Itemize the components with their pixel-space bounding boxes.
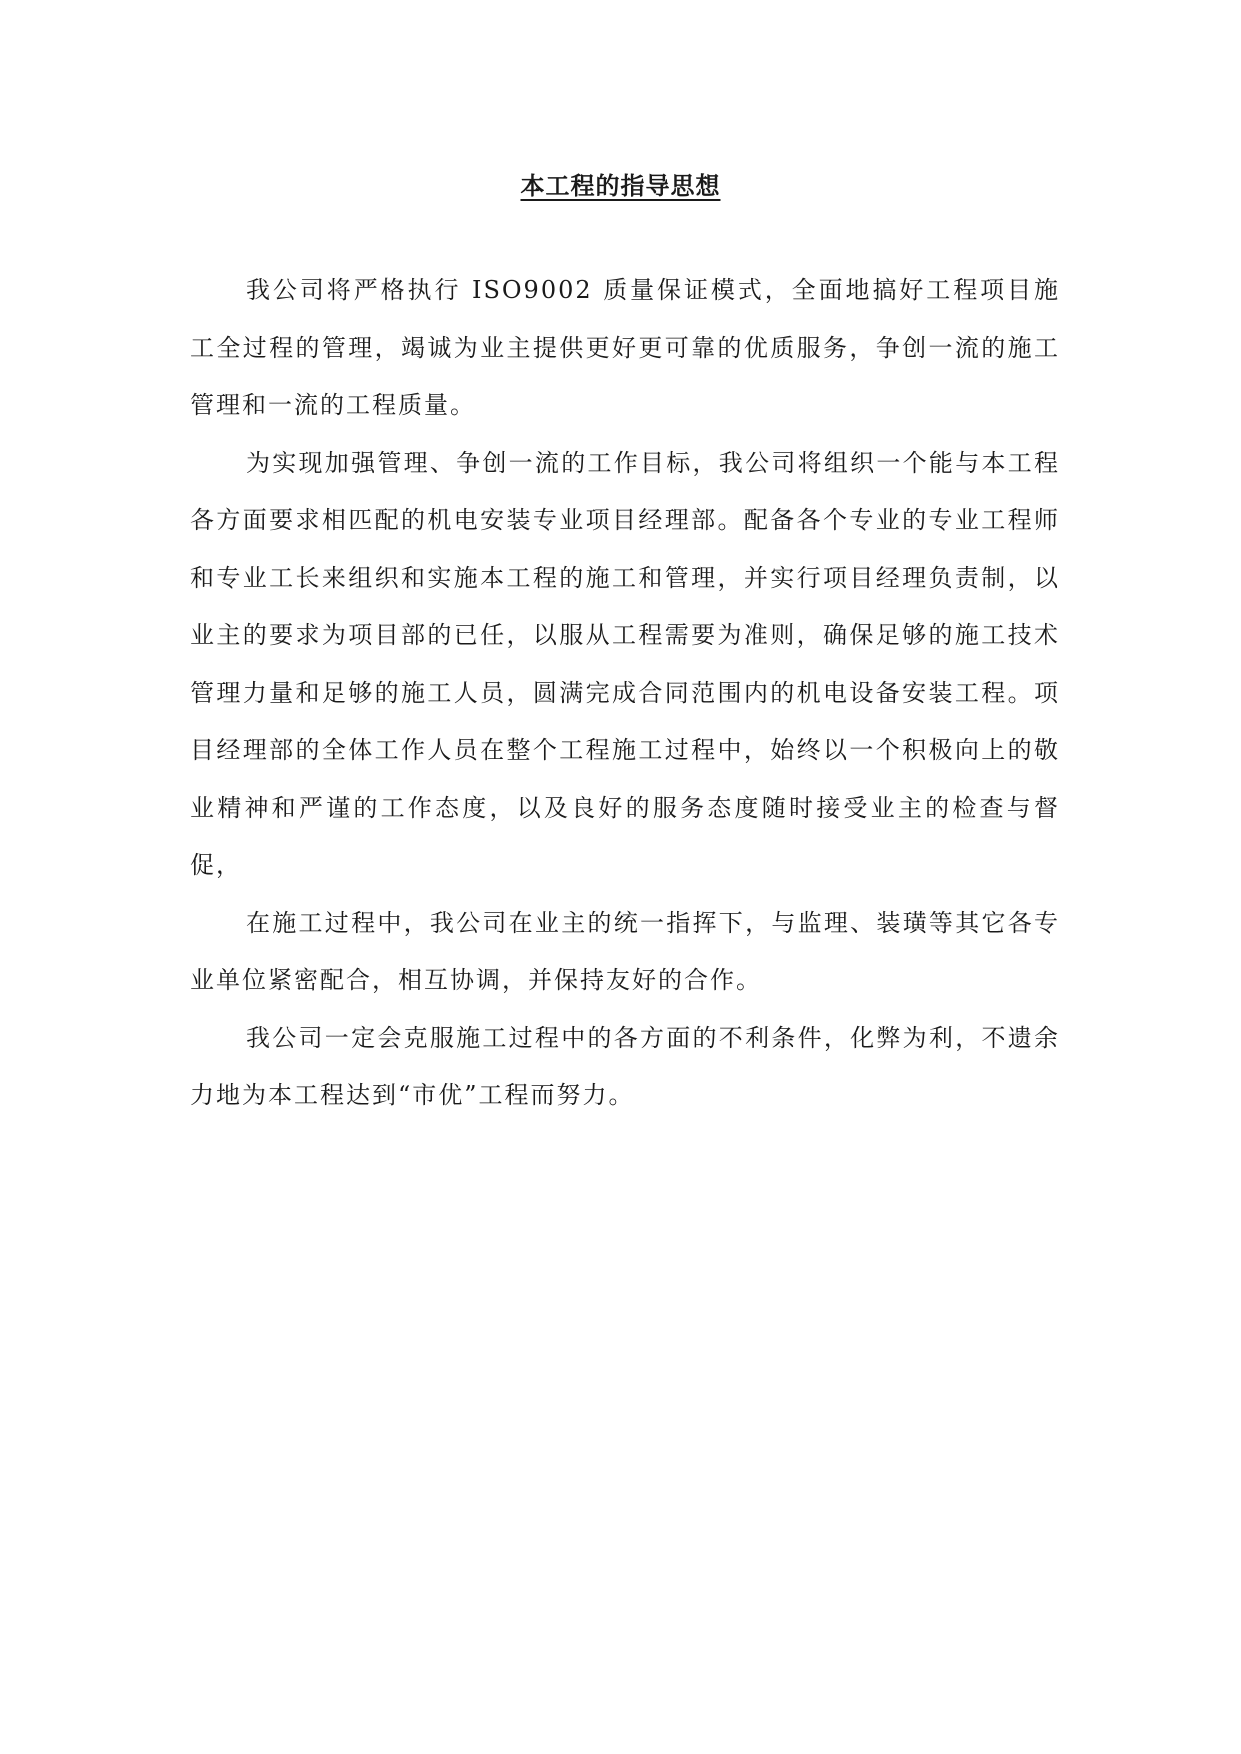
paragraph-quality-mode: 我公司将严格执行 ISO9002 质量保证模式，全面地搞好工程项目施工全过程的管理，竭诚为业主提供更好更可靠的优质服务，争创一流的施工管理和一流的工程质量。 xyxy=(190,276,1060,419)
paragraph-coordination: 在施工过程中，我公司在业主的统一指挥下，与监理、装璜等其它各专业单位紧密配合，相互协调，并保持友好的合作。 xyxy=(190,908,1060,994)
document-body xyxy=(190,262,1060,1125)
document-title: 本工程的指导思想 xyxy=(520,172,721,200)
paragraph-commitment: 我公司一定会克服施工过程中的各方面的不利条件，化弊为利，不遗余力地为本工程达到“市优”工程而努力。 xyxy=(190,1023,1060,1109)
paragraph-project-department: 为实现加强管理、争创一流的工作目标，我公司将组织一个能与本工程各方面要求相匹配的机电安装专业项目经理部。配备各个专业的专业工程师和专业工长来组织和实施本工程的施工和管理，并实行项目经理负责制，以业主的要求为项目部的已任，以服从工程需要为准则，确保足够的施工技术管理力量和足够的施工人员，圆满完成合同范围内的机电设备安装工程。项目经理部的全体工作人员在整个工程施工过程中，始终以一个积极向上的敬业精神和严谨的工作态度，以及良好的服务态度随时接受业主的检查与督促， xyxy=(190,448,1060,879)
document-title-container xyxy=(0,166,1241,206)
